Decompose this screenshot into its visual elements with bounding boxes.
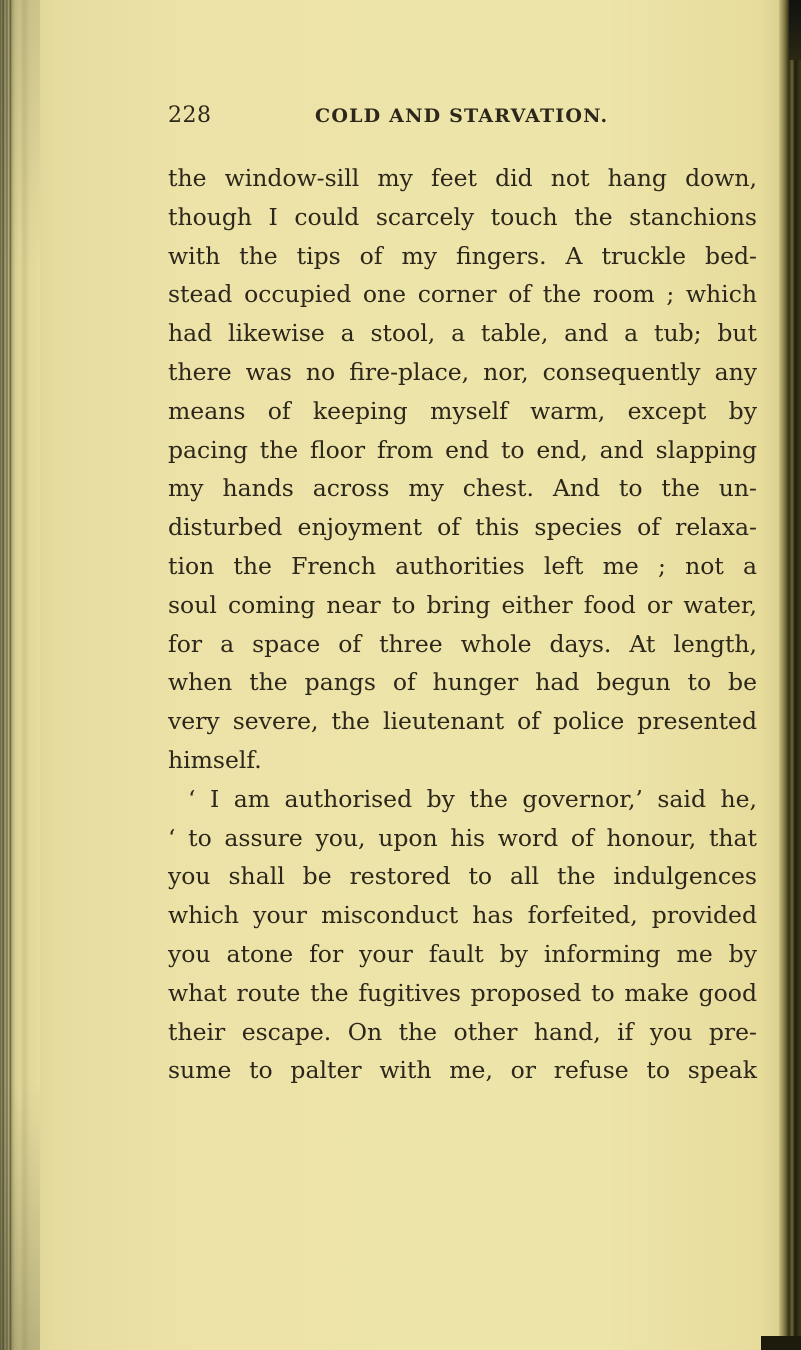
text-line: had likewise a stool, a table, and a tub; but <box>168 319 757 348</box>
text-line: there was no fire-place, nor, consequently any <box>168 357 757 386</box>
text-line: for a space of three whole days. At length, <box>168 629 757 658</box>
right-page-edge-top <box>789 0 801 60</box>
right-page-edge <box>779 0 801 1350</box>
text-line: pacing the floor from end to end, and slapping <box>168 435 757 464</box>
text-line: means of keeping myself warm, except by <box>168 396 757 425</box>
right-page-edge-bottom <box>761 1336 801 1350</box>
text-line: tion the French authorities left me ; not a <box>168 551 757 580</box>
text-line: which your misconduct has forfeited, provided <box>168 901 757 930</box>
left-binding-edge <box>0 0 40 1350</box>
text-line: ‘ I am authorised by the governor,’ said he, <box>188 784 757 813</box>
page-content <box>168 103 768 1090</box>
text-line: with the tips of my fingers. A truckle bed- <box>168 241 757 270</box>
text-line: very severe, the lieutenant of police presented <box>168 707 757 736</box>
text-line: you atone for your fault by informing me by <box>168 939 757 968</box>
text-line: the window-sill my feet did not hang down, <box>168 164 757 192</box>
text-line: disturbed enjoyment of this species of relaxa- <box>168 513 757 542</box>
body-text <box>168 159 768 1090</box>
text-line: sume to palter with me, or refuse to speak <box>168 1056 757 1085</box>
text-line: though I could scarcely touch the stanchions <box>168 202 757 231</box>
page-header <box>168 103 768 143</box>
running-head: COLD AND STARVATION. <box>315 105 609 127</box>
text-line: when the pangs of hunger had begun to be <box>168 668 757 697</box>
text-line: stead occupied one corner of the room ; which <box>168 280 757 309</box>
text-line-paragraph-end: himself. <box>168 745 262 774</box>
text-line: their escape. On the other hand, if you pre- <box>168 1017 757 1046</box>
text-line: my hands across my chest. And to the un- <box>168 474 757 503</box>
text-line: soul coming near to bring either food or water, <box>168 590 757 619</box>
page-number: 228 <box>168 103 212 128</box>
text-line: ‘ to assure you, upon his word of honour, that <box>168 823 757 852</box>
text-line: what route the fugitives proposed to make good <box>168 978 757 1007</box>
text-line: you shall be restored to all the indulgences <box>168 862 757 891</box>
